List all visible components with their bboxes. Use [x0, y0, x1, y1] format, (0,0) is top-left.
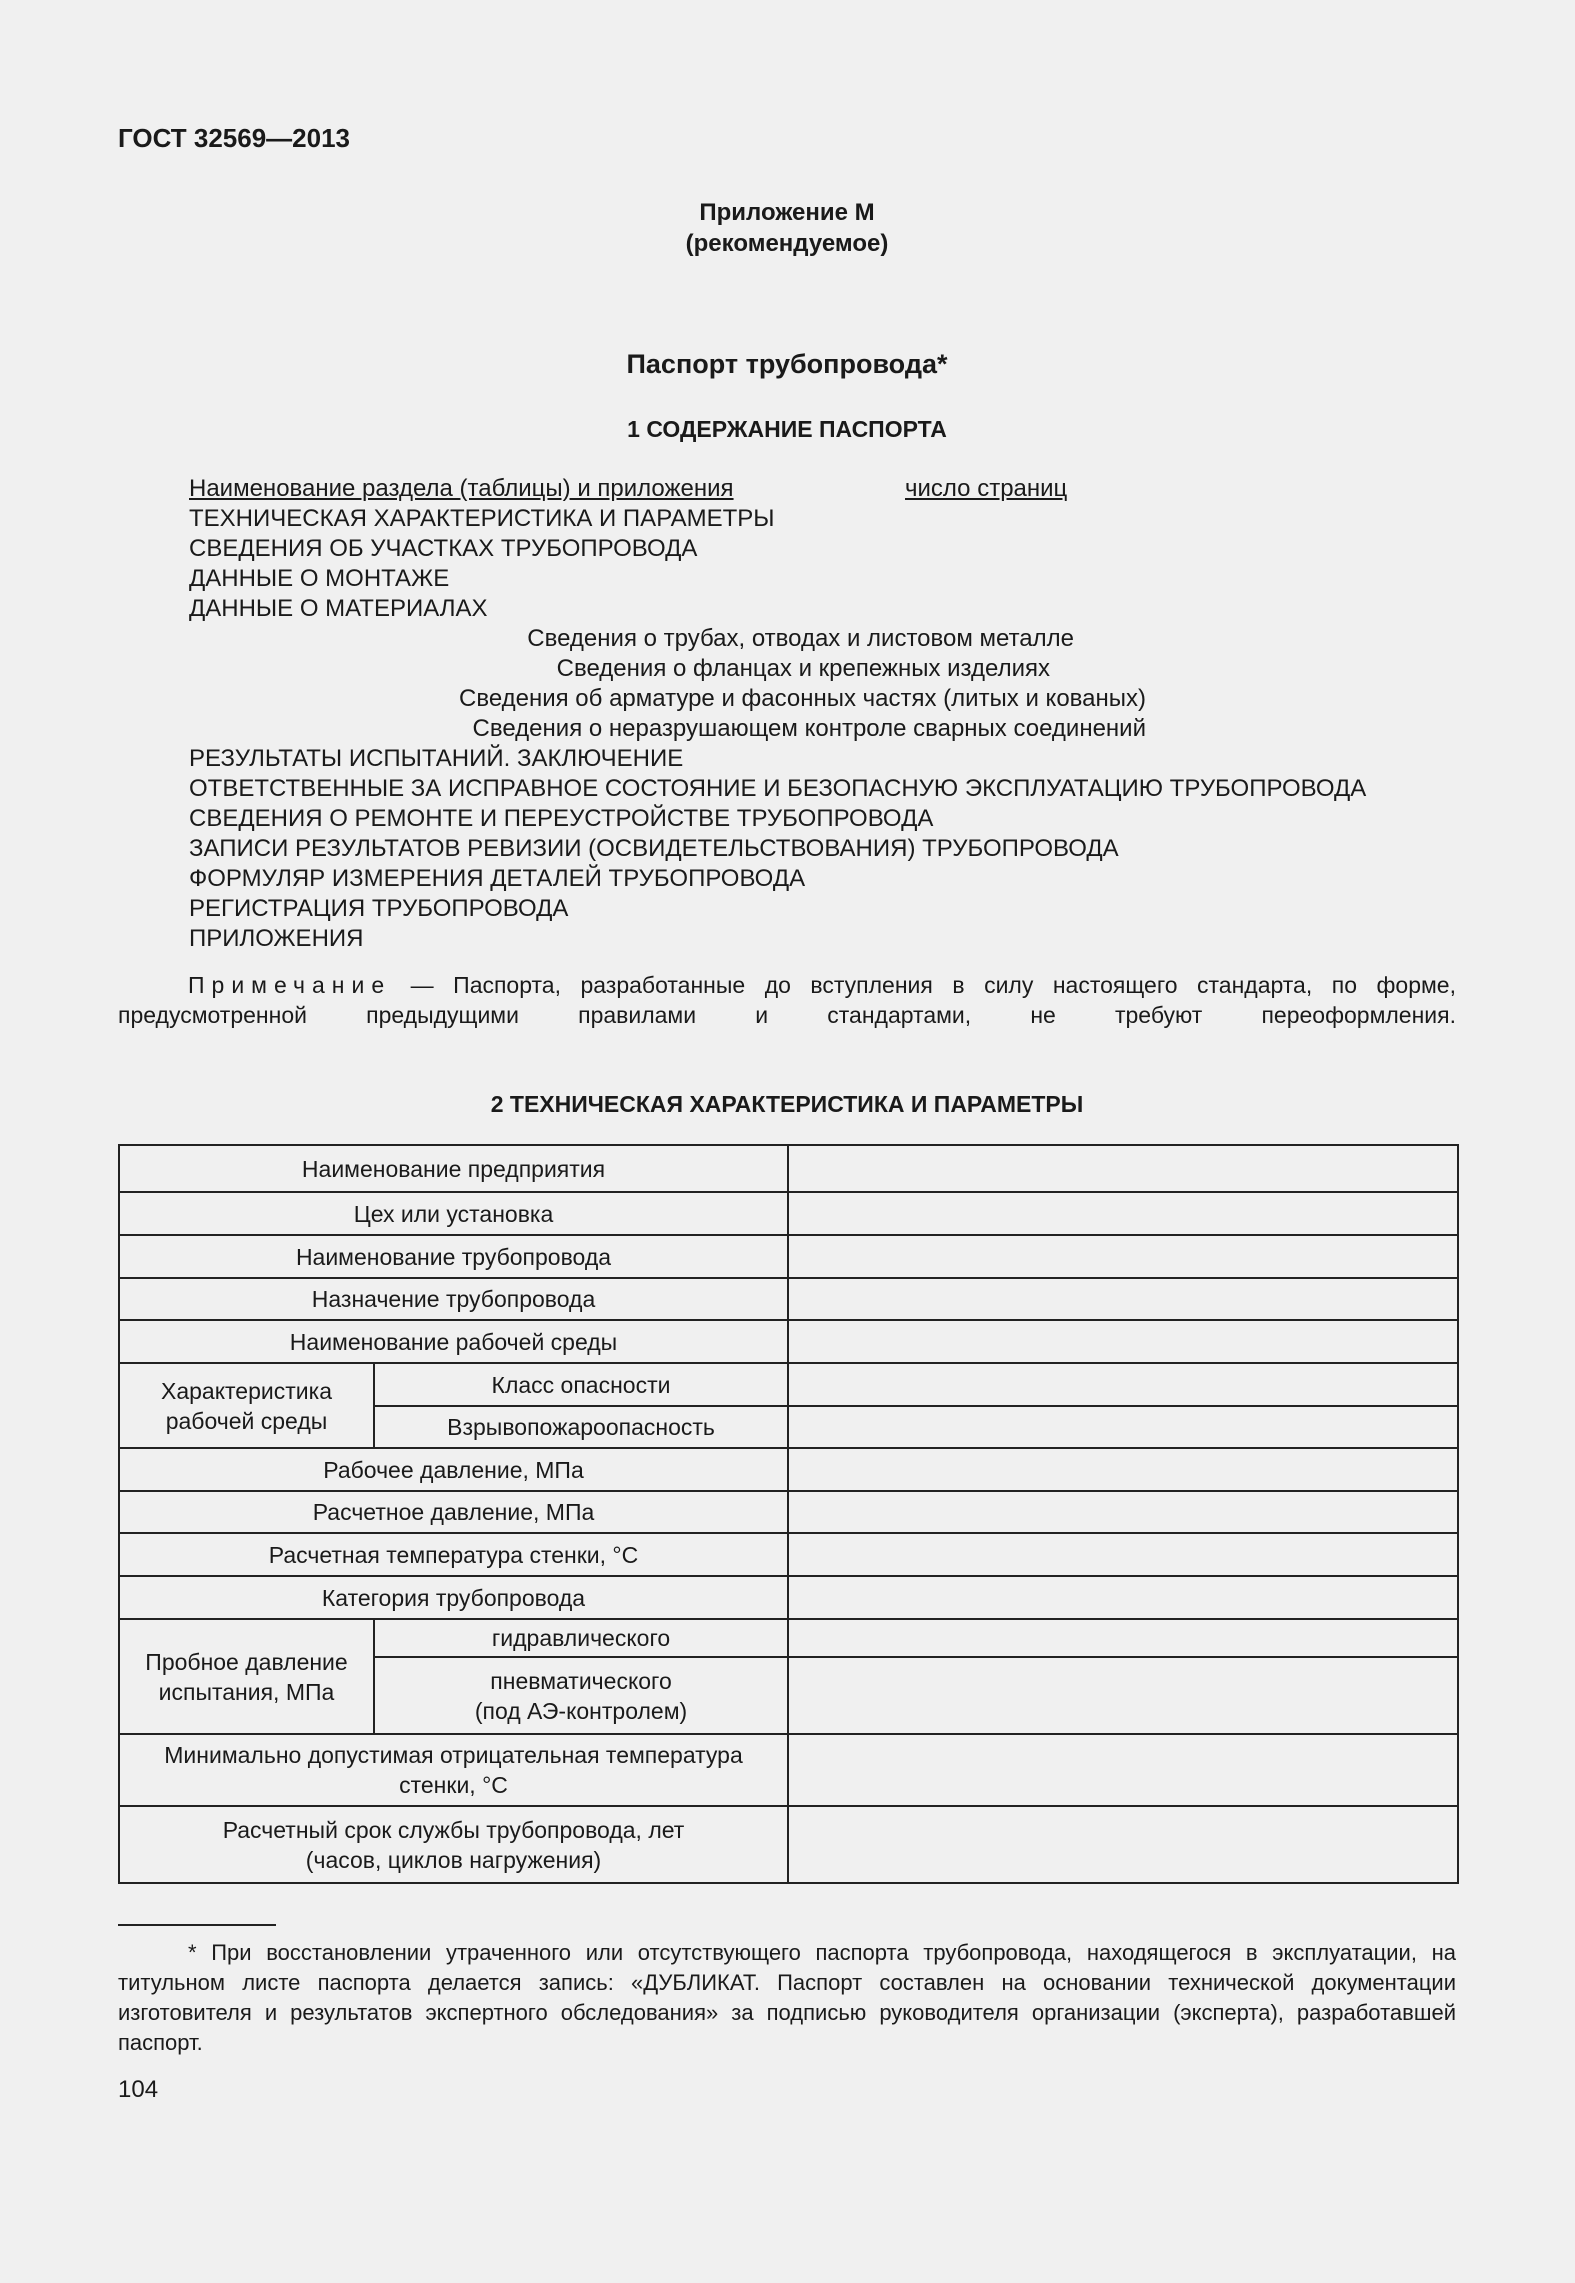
- row-label: Взрывопожароопасность: [374, 1406, 788, 1448]
- appendix-title: Приложение М: [699, 199, 875, 226]
- value-cell: [788, 1406, 1458, 1448]
- row-label: Категория трубопровода: [119, 1576, 788, 1619]
- value-cell: [788, 1192, 1458, 1235]
- row-label: Рабочее давление, МПа: [119, 1448, 788, 1491]
- footnote: [118, 1938, 1456, 2058]
- toc-subitem: Сведения об арматуре и фасонных частях (литых и кованых): [459, 685, 1146, 712]
- group-label: Пробное давление испытания, МПа: [119, 1619, 374, 1734]
- toc-col-name: Наименование раздела (таблицы) и приложения: [189, 475, 734, 502]
- toc-item: ФОРМУЛЯР ИЗМЕРЕНИЯ ДЕТАЛЕЙ ТРУБОПРОВОДА: [189, 865, 806, 892]
- toc-item: СВЕДЕНИЯ О РЕМОНТЕ И ПЕРЕУСТРОЙСТВЕ ТРУБОПРОВОДА: [189, 805, 934, 832]
- value-cell: [788, 1734, 1458, 1806]
- parameters-table: [118, 1144, 1459, 1884]
- toc-item: СВЕДЕНИЯ ОБ УЧАСТКАХ ТРУБОПРОВОДА: [189, 535, 698, 562]
- value-cell: [788, 1533, 1458, 1576]
- note-label: Примечание: [188, 972, 392, 998]
- section2-heading: 2 ТЕХНИЧЕСКАЯ ХАРАКТЕРИСТИКА И ПАРАМЕТРЫ: [490, 1091, 1084, 1117]
- page-number: 104: [118, 2076, 159, 2103]
- toc-item: ДАННЫЕ О МОНТАЖЕ: [189, 565, 450, 592]
- appendix-subtitle: (рекомендуемое): [685, 230, 889, 257]
- group-label: Характеристика рабочей среды: [119, 1363, 374, 1448]
- pneumatic-note: (под АЭ-контролем): [474, 1697, 688, 1724]
- row-label: Класс опасности: [374, 1363, 788, 1406]
- value-cell: [788, 1363, 1458, 1406]
- toc-subitem: Сведения о фланцах и крепежных изделиях: [556, 655, 1050, 682]
- row-label: Минимально допустимая отрицательная температура стенки, °С: [119, 1734, 788, 1806]
- value-cell: [788, 1320, 1458, 1363]
- service-life-note: (часов, циклов нагружения): [305, 1846, 602, 1873]
- toc-item: ОТВЕТСТВЕННЫЕ ЗА ИСПРАВНОЕ СОСТОЯНИЕ И БЕЗОПАСНУЮ ЭКСПЛУАТАЦИЮ ТРУБОПРОВОДА: [189, 775, 1367, 802]
- toc-item: ДАННЫЕ О МАТЕРИАЛАХ: [189, 595, 488, 622]
- value-cell: [788, 1278, 1458, 1320]
- toc-item: ТЕХНИЧЕСКАЯ ХАРАКТЕРИСТИКА И ПАРАМЕТРЫ: [189, 505, 775, 532]
- footnote-text: * При восстановлении утраченного или отсутствующего паспорта трубопровода, находящегося в эксплуатации, на титульном листе паспорта делается запись: «ДУБЛИКАТ. Паспорт составлен на основании технической документации изготовителя и результатов экспертного обследования» за подписью руководителя организации (эксперта), разработавшей паспорт.: [118, 1940, 1456, 2055]
- value-cell: [788, 1657, 1458, 1734]
- service-life-label: Расчетный срок службы трубопровода, лет: [222, 1816, 685, 1843]
- toc-item: РЕЗУЛЬТАТЫ ИСПЫТАНИЙ. ЗАКЛЮЧЕНИЕ: [189, 745, 684, 772]
- row-label: Цех или установка: [119, 1192, 788, 1235]
- value-cell: [788, 1235, 1458, 1278]
- toc-subitem: Сведения о неразрушающем контроле сварных соединений: [472, 715, 1146, 742]
- row-label: гидравлического: [374, 1619, 788, 1657]
- row-label: Наименование трубопровода: [119, 1235, 788, 1278]
- value-cell: [788, 1576, 1458, 1619]
- section1-heading: 1 СОДЕРЖАНИЕ ПАСПОРТА: [627, 416, 947, 442]
- toc-item: ПРИЛОЖЕНИЯ: [189, 925, 364, 952]
- row-label: Расчетное давление, МПа: [119, 1491, 788, 1533]
- document-title: Паспорт трубопровода*: [626, 349, 948, 379]
- value-cell: [788, 1491, 1458, 1533]
- row-label: Назначение трубопровода: [119, 1278, 788, 1320]
- toc-item: РЕГИСТРАЦИЯ ТРУБОПРОВОДА: [189, 895, 569, 922]
- pneumatic-label: пневматического: [490, 1667, 672, 1694]
- value-cell: [788, 1145, 1458, 1192]
- row-label: Расчетная температура стенки, °С: [119, 1533, 788, 1576]
- toc-item: ЗАПИСИ РЕЗУЛЬТАТОВ РЕВИЗИИ (ОСВИДЕТЕЛЬСТВОВАНИЯ) ТРУБОПРОВОДА: [189, 835, 1119, 862]
- note-text: — Паспорта, разработанные до вступления в силу настоящего стандарта, по форме, предусмотренной предыдущими правилами и стандартами, не требуют переоформления.: [118, 972, 1456, 1028]
- note: [118, 970, 1456, 1030]
- value-cell: [788, 1448, 1458, 1491]
- toc-subitem: Сведения о трубах, отводах и листовом металле: [527, 625, 1074, 652]
- row-label: [119, 1806, 788, 1883]
- value-cell: [788, 1619, 1458, 1657]
- footnote-separator: [118, 1924, 276, 1926]
- row-label: Наименование рабочей среды: [119, 1320, 788, 1363]
- row-label: Наименование предприятия: [119, 1145, 788, 1192]
- toc-col-pages: число страниц: [905, 475, 1068, 502]
- standard-id: ГОСТ 32569—2013: [118, 123, 350, 153]
- value-cell: [788, 1806, 1458, 1883]
- row-label: [374, 1657, 788, 1734]
